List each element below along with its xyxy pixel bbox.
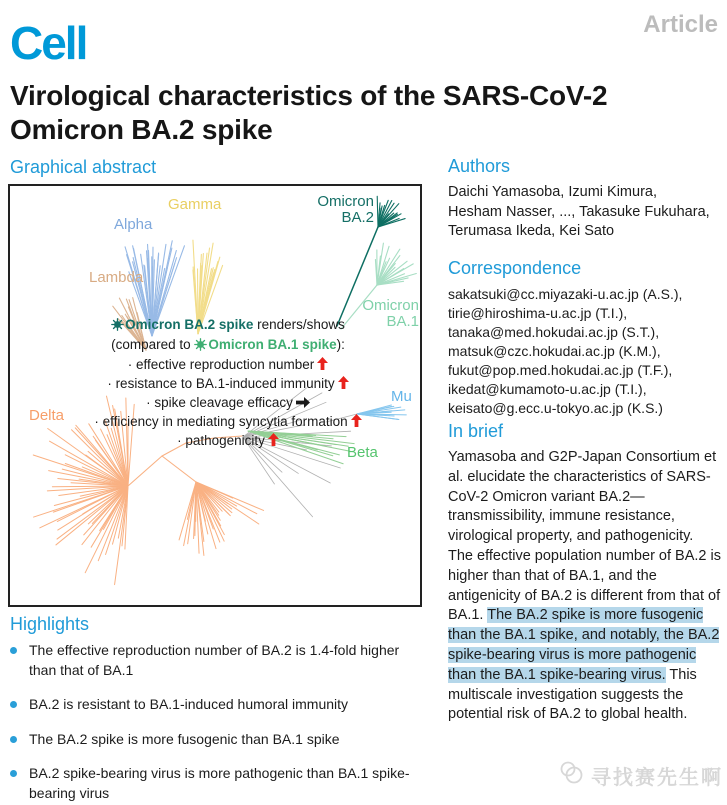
graphical-abstract-figure: [8, 184, 422, 607]
email-link[interactable]: sakatsuki@cc.miyazaki-u.ac.jp (A.S.),: [448, 286, 683, 302]
up-arrow-icon: [268, 433, 279, 451]
right-arrow-icon: [296, 395, 310, 413]
email-link[interactable]: matsuk@czc.hokudai.ac.jp (K.M.),: [448, 343, 661, 359]
email-link[interactable]: tanaka@med.hokudai.ac.jp (S.T.),: [448, 324, 660, 340]
highlights-list: [10, 641, 428, 805]
email-link[interactable]: fukut@pop.med.hokudai.ac.jp (T.F.),: [448, 362, 673, 378]
correspondence-emails: [448, 285, 722, 418]
email-link[interactable]: keisato@g.ecc.u-tokyo.ac.jp (K.S.): [448, 400, 663, 416]
page-title: [10, 79, 690, 147]
clade-label-delta: Delta: [29, 407, 65, 424]
virus-ba1-icon: [194, 338, 207, 356]
annotation-strain-ba1: Omicron BA.1 spike: [208, 337, 337, 352]
correspondence-heading: Correspondence: [448, 258, 582, 278]
highlight-item: The effective reproduction number of BA.2 is 1.4-fold higher than that of BA.1: [10, 641, 428, 680]
annotation-bullet-5: · pathogenicity: [36, 432, 420, 451]
authors-names: Daichi Yamasoba, Izumi Kimura, Hesham Nasser, ..., Takasuke Fukuhara, Terumasa Ikeda, Kei Sato: [448, 184, 710, 239]
watermark: [558, 760, 723, 790]
in-brief-plain: This multiscale investigation suggests the potential risk of BA.2 to global health.: [448, 666, 697, 723]
in-brief-highlighted: The BA.2 spike is more fusogenic than the BA.1 spike, and notably, the BA.2 spike-bearing virus is more pathogenic than the BA.1 spike-bearing virus.: [448, 607, 720, 683]
clade-label-omicron-ba1: Omicron BA.1: [362, 297, 419, 330]
watermark-icon: [558, 760, 584, 790]
in-brief-plain: Yamasoba and G2P-Japan Consortium et al. elucidate the characteristics of SARS-CoV-2 Omicron variant BA.2—transmissibility, immune resistance, virological property, and pathogenicity. The effective population number of BA.2 is higher than that of BA.1, and the antigenicity of BA.2 is different from that of BA.1.: [448, 449, 721, 624]
clade-label-beta: Beta: [347, 444, 378, 461]
email-link[interactable]: ikedat@kumamoto-u.ac.jp (T.I.),: [448, 381, 647, 397]
highlight-item: BA.2 spike-bearing virus is more pathogenic than BA.1 spike-bearing virus: [10, 764, 428, 803]
bullet-dot-icon: [10, 736, 17, 743]
bullet-dot-icon: [10, 647, 17, 654]
virus-ba2-icon: [111, 318, 124, 336]
figure-annotation: [10, 316, 420, 451]
annotation-bullet-2: · resistance to BA.1-induced immunity: [36, 375, 420, 394]
up-arrow-icon: [317, 357, 328, 375]
annotation-bullet-3: · spike cleavage efficacy: [36, 394, 420, 413]
highlights-heading: Highlights: [10, 614, 90, 634]
journal-logo: Cell: [10, 17, 87, 69]
annotation-line-1: Omicron BA.2 spike renders/shows: [36, 316, 420, 336]
highlight-item: BA.2 is resistant to BA.1-induced humoral immunity: [10, 695, 428, 715]
annotation-strain-ba2: Omicron BA.2 spike: [125, 317, 254, 332]
annotation-line-2: (compared to Omicron BA.1 spike):: [36, 336, 420, 356]
title-line-1: Virological characteristics of the SARS-CoV-2: [10, 80, 608, 111]
clade-label-lambda: Lambda: [89, 269, 144, 286]
email-link[interactable]: tirie@hiroshima-u.ac.jp (T.I.),: [448, 305, 628, 321]
bullet-dot-icon: [10, 770, 17, 777]
authors-heading: Authors: [448, 156, 511, 176]
up-arrow-icon: [338, 376, 349, 394]
in-brief-heading: In brief: [448, 421, 504, 441]
annotation-bullet-1: · effective reproduction number: [36, 356, 420, 375]
graphical-abstract-heading: Graphical abstract: [10, 157, 157, 177]
watermark-text: 寻找赛先生啊: [591, 766, 723, 789]
up-arrow-icon: [351, 414, 362, 432]
clade-label-gamma: Gamma: [168, 196, 222, 213]
annotation-bullet-4: · efficiency in mediating syncytia formation: [36, 413, 420, 432]
clade-label-omicron-ba2: Omicron BA.2: [317, 193, 374, 226]
title-line-2: Omicron BA.2 spike: [10, 114, 273, 145]
clade-label-alpha: Alpha: [114, 216, 153, 233]
bullet-dot-icon: [10, 701, 17, 708]
clade-label-mu: Mu: [391, 388, 412, 405]
in-brief-text: [448, 448, 722, 725]
highlight-item: The BA.2 spike is more fusogenic than BA.1 spike: [10, 730, 428, 750]
article-type-label: Article: [643, 11, 718, 38]
